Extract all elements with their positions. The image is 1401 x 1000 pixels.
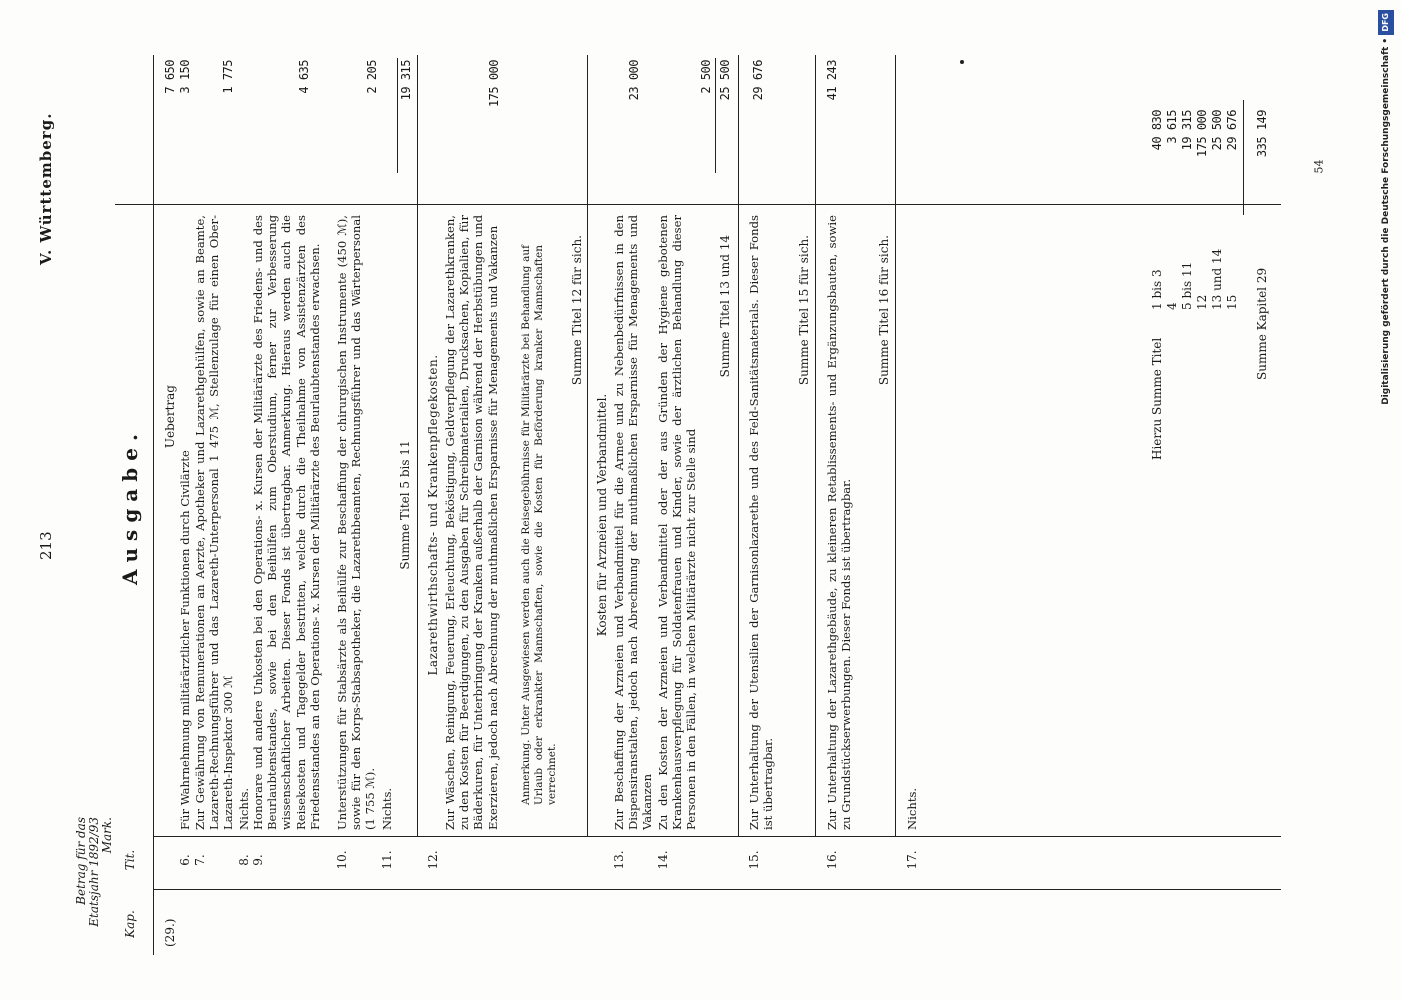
recap-rotated	[1150, 230, 1290, 460]
recap-amount-3: 19 315	[1180, 110, 1194, 151]
header-betrag: Betrag für das Etatsjahr 1892/93 Mark.	[74, 817, 114, 927]
amount-tit7: 1 775	[221, 60, 235, 94]
text-tit-9: Honorare und andere Unkosten bei den Operations- x. Kursen der Militärärzte des Friedens- und des Beurlaubtenstandes, sowie bei den Beihülfen zum Oberstudium, ferner zur Verbesserung wissenschaftlicher Arbeiten. Dieser Fonds ist übertragbar. Anmerkung. Hieraus werden auch die Reisekosten und Tagegelder bestritten, welche durch die Theilnahme von Assistenzärzten des Friedensstandes an den Operations- x. Kursen der Militärärzte des Beurlaubtenstandes erwachsen.	[251, 215, 322, 830]
recap-label-3: 5 bis 11	[1180, 261, 1194, 310]
block-rule	[738, 55, 739, 837]
amount-tit14: 2 500	[699, 60, 713, 94]
text-tit-13: Zur Beschaffung der Arzneien und Verbandmittel für die Armee und zu Nebenbedürfnissen in den Dispensiranstalten, jedoch nach Abrechnung der muthmaßlichen Ersparnisse für Menagements und Vakanzen	[612, 215, 655, 830]
amount-tit6: 3 150	[178, 60, 192, 94]
sum-16-label: Summe Titel 16 für sich.	[877, 235, 891, 386]
row-uebertrag-label: Uebertrag	[163, 385, 177, 449]
amount-tit10: 2 205	[365, 60, 379, 94]
sum-rule	[397, 58, 398, 173]
rotated-table	[35, 55, 1295, 955]
text-tit-6: Für Wahrnehmung militärärztlicher Funktionen durch Civilärzte	[178, 450, 192, 830]
recap-total-label: Summe Kapitel 29	[1255, 267, 1269, 380]
rule-kap	[153, 889, 1281, 890]
recap-intro: Hierzu Summe Titel	[1150, 337, 1164, 460]
rule-tit	[153, 836, 1281, 837]
amount-tit15: 29 676	[751, 60, 765, 101]
tit-8: 8.	[237, 854, 251, 866]
footer-page-mark: 54	[1312, 159, 1326, 174]
tit-6: 6.	[178, 854, 192, 866]
amount-tit9: 4 635	[297, 60, 311, 94]
tit-7: 7.	[193, 854, 207, 866]
block-rule	[895, 55, 896, 837]
tit-9: 9.	[251, 854, 265, 866]
digitization-note-text: Digitalisierung gefördert durch die Deutsche Forschungsgemeinschaft •	[1381, 37, 1391, 405]
amount-uebertrag: 7 650	[163, 60, 177, 94]
text-tit-10: Unterstützungen für Stabsärzte als Beihülfe zur Beschaffung der chirurgischen Instrumente (450 ℳ), sowie für den Korps-Stabsapotheker, die Lazarethbeamten, Rechnungsführer und das Wärterpersonal (1 755 ℳ).	[335, 215, 378, 830]
recap-label-1: 1 bis 3	[1150, 269, 1164, 310]
recap-amounts	[1150, 95, 1300, 225]
recap-total-amount: 335 149	[1255, 110, 1269, 158]
heading-tit-13: Kosten für Arzneien und Verbandmittel.	[595, 393, 609, 637]
block-rule	[417, 55, 418, 837]
recap-block	[1150, 230, 1290, 460]
recap-label-5: 13 und 14	[1210, 248, 1224, 310]
rule-text	[115, 204, 1281, 205]
section-title: Ausgabe.	[118, 427, 142, 585]
amount-tit12: 175 000	[487, 60, 501, 108]
sum-5-11-label: Summe Titel 5 bis 11	[398, 440, 412, 570]
recap-amount-5: 25 500	[1210, 110, 1224, 151]
text-tit-17: Nichts.	[905, 787, 919, 830]
digitization-note	[1378, 10, 1396, 610]
running-head: V. Württemberg.	[37, 112, 55, 265]
recap-amount-2: 3 615	[1165, 110, 1179, 144]
recap-label-2: 4	[1165, 302, 1179, 310]
header-tit: Tit.	[123, 849, 137, 871]
sum-12-label: Summe Titel 12 für sich.	[570, 235, 584, 386]
text-tit-14: Zu den Kosten der Arzneien und Verbandmittel oder der aus Gründen der Hygiene gebotenen Krankenhausverpflegung für Soldatenfrauen und Kinder, sowie der ärztlichen Behandlung dieser Personen in den Fällen, in welchen Militärärzte nicht zur Stelle sind	[656, 215, 699, 830]
text-tit-8: Nichts.	[237, 787, 251, 830]
tit-15: 15.	[747, 850, 761, 870]
block-rule	[587, 55, 588, 837]
tit-11: 11.	[380, 850, 394, 870]
amount-tit13: 23 000	[627, 60, 641, 101]
amount-sum-5-11: 19 315	[399, 60, 413, 101]
text-tit-12: Zur Wäschen, Reinigung, Feuerung, Erleuchtung, Beköstigung, Geldverpflegung der Lazarethkranken, zu den Kosten für Beerdigungen, zu den Ausgaben für Schreibmaterialien, Drucksachen, Kopialien, für Bäderkuren, für Unterbringung der Kranken außerhalb der Garnison während der Herbstübungen und Exerzieren, jedoch nach Abrechnung der muthmaßlichen Ersparnisse für Menagements und Vakanzen	[443, 215, 500, 830]
dfg-logo: DFG	[1378, 10, 1394, 35]
block-rule	[815, 55, 816, 837]
kap-value: (29.)	[163, 918, 177, 947]
tit-12: 12.	[426, 850, 440, 870]
header-rule	[153, 55, 154, 955]
tit-16: 16.	[825, 850, 839, 870]
recap-amount-6: 29 676	[1225, 110, 1239, 151]
tit-14: 14.	[656, 850, 670, 870]
text-tit-7: Zur Gewährung von Remunerationen an Aerzte, Apotheker und Lazarethgehülfen, sowie an Beamte, Lazareth-Rechnungsführer und das Lazareth-Unterpersonal 1 475 ℳ, Stellenzulage für einen Ober-Lazareth-Inspektor 300 ℳ	[193, 215, 236, 830]
amount-sum-13-14: 25 500	[718, 60, 732, 101]
recap-amounts-rotated	[1150, 95, 1300, 225]
text-tit-16: Zur Unterhaltung der Lazarethgebäude, zu kleineren Retablissements- und Ergänzungsbauten, sowie zu Grundstückserwerbungen. Dieser Fonds ist übertragbar.	[825, 215, 854, 830]
tit-17: 17.	[905, 850, 919, 870]
recap-label-6: 15	[1225, 294, 1239, 310]
recap-label-4: 12	[1195, 294, 1209, 310]
recap-amount-1: 40 830	[1150, 110, 1164, 151]
page-number: 213	[37, 531, 55, 560]
amount-col	[163, 55, 203, 195]
tit-10: 10.	[335, 850, 349, 870]
sum-rule	[1243, 100, 1244, 215]
note-tit-12: Anmerkung. Unter Ausgewiesen werden auch die Reisegebührnisse für Militärärzte bei Behandlung auf Urlaub oder erkrankter Mannschaften, sowie die Kosten für Beförderung kranker Mannschaften verrechnet.	[520, 245, 558, 805]
tit-13: 13.	[612, 850, 626, 870]
header-kap: Kap.	[123, 910, 137, 938]
sum-15-label: Summe Titel 15 für sich.	[797, 235, 811, 386]
sum-13-14-label: Summe Titel 13 und 14	[718, 235, 732, 378]
amount-tit16: 41 243	[825, 60, 839, 101]
recap-amount-4: 175 000	[1195, 110, 1209, 158]
heading-tit-12: Lazarethwirthschafts- und Krankenpflegekosten.	[426, 354, 440, 676]
text-tit-11: Nichts.	[380, 787, 394, 830]
text-tit-15: Zur Unterhaltung der Utensilien der Garnisonlazarethe und des Feld-Sanitätsmaterials. Dieser Fonds ist übertragbar.	[747, 215, 776, 830]
sum-rule	[715, 58, 716, 173]
